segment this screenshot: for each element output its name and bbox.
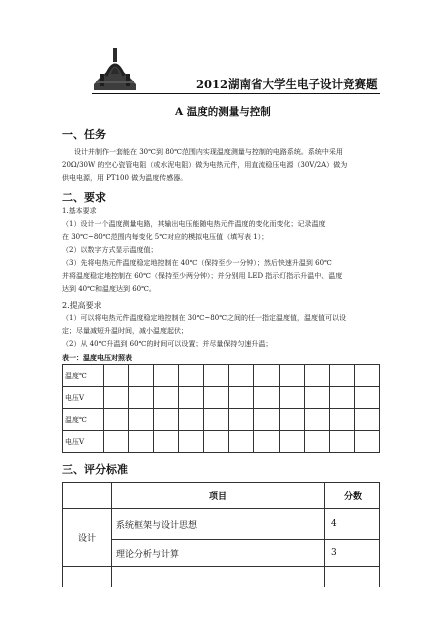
table-cell xyxy=(354,387,379,409)
table-cell xyxy=(304,409,329,431)
problem-title: A 温度的测量与控制 xyxy=(175,106,271,118)
table-cell xyxy=(279,431,304,453)
table-cell xyxy=(129,387,154,409)
basic-requirements-heading: 1.基本要求 xyxy=(62,207,97,215)
table-cell xyxy=(154,431,179,453)
table-cell xyxy=(112,567,325,587)
advanced-requirements-heading: 2.提高要求 xyxy=(62,301,102,310)
table-row-label: 温度℃ xyxy=(63,365,104,387)
table-cell xyxy=(204,431,229,453)
table-cell xyxy=(154,365,179,387)
table-cell xyxy=(325,567,380,587)
table-cell: 3 xyxy=(325,540,380,567)
table-cell: 系统框架与设计思想 xyxy=(112,509,325,540)
table-cell xyxy=(329,409,354,431)
table-row xyxy=(63,387,380,409)
table-cell xyxy=(229,409,254,431)
table-row xyxy=(63,567,380,587)
table-cell xyxy=(229,387,254,409)
advanced-line: （1）可以将电热元件温度稳定地控制在 30℃~80℃之间的任一指定温度值，温度值可以设 xyxy=(62,314,347,322)
advanced-line: （2）从 40℃升温到 60℃的时间可以设置；并尽量保持匀速升温； xyxy=(62,340,273,348)
task-line: 供电电源，用 PT100 做为温度传感器。 xyxy=(62,174,188,182)
table-cell xyxy=(329,431,354,453)
logo-emblem-icon xyxy=(92,44,138,92)
section-scoring-heading: 三、评分标准 xyxy=(62,463,128,476)
table-cell xyxy=(229,365,254,387)
table-cell xyxy=(354,365,379,387)
table1-caption: 表一：温度电压对照表 xyxy=(62,353,132,362)
table-cell xyxy=(179,409,204,431)
table-cell xyxy=(254,365,279,387)
table-row xyxy=(63,509,380,540)
table-cell xyxy=(329,365,354,387)
task-line: 设计并制作一套能在 30℃到 80℃范围内实现温度测量与控制的电路系统。系统中采用 xyxy=(74,148,343,156)
table-group-cell: 设计 xyxy=(63,509,112,567)
table-cell xyxy=(279,409,304,431)
table-cell xyxy=(354,431,379,453)
section-task-heading: 一、任务 xyxy=(62,128,106,141)
table-header-cell: 分数 xyxy=(325,483,380,509)
table-cell: 理论分析与计算 xyxy=(112,540,325,567)
table-cell xyxy=(179,431,204,453)
table-cell xyxy=(63,567,112,587)
table-row-label: 温度℃ xyxy=(63,409,104,431)
header-title: 2012湖南省大学生电子设计竞赛题 xyxy=(196,77,378,91)
basic-line: 并将温度稳定地控制在 60℃（保持至少两分钟）；并分别用 LED 指示灯指示升温中、温度 xyxy=(62,272,343,280)
table-cell xyxy=(129,409,154,431)
basic-line: （1）设计一个温度测量电路，其输出电压能随电热元件温度的变化而变化；记录温度 xyxy=(62,220,326,228)
table-cell xyxy=(129,365,154,387)
temperature-voltage-table xyxy=(62,364,380,453)
table-cell xyxy=(129,431,154,453)
table-cell xyxy=(179,365,204,387)
table-cell xyxy=(254,387,279,409)
table-cell xyxy=(229,431,254,453)
table-cell xyxy=(104,409,129,431)
header-divider xyxy=(92,93,380,94)
basic-line: 达到 40℃和温度达到 60℃。 xyxy=(62,285,156,293)
table-row xyxy=(63,365,380,387)
section-requirements-heading: 二、要求 xyxy=(62,191,106,204)
table-cell xyxy=(304,365,329,387)
competition-logo xyxy=(92,44,138,92)
table-header-cell: 项目 xyxy=(112,483,325,509)
basic-line: （2）以数字方式显示温度值； xyxy=(62,246,158,254)
table-row xyxy=(63,409,380,431)
table-row xyxy=(63,431,380,453)
task-line: 20Ω/30W 的空心瓷管电阻（或水泥电阻）做为电热元件，用直流稳压电源（30V/2A）做为 xyxy=(62,161,348,169)
table-cell xyxy=(104,387,129,409)
table-row-label: 电压V xyxy=(63,431,104,453)
table-header-cell xyxy=(63,483,112,509)
table-cell xyxy=(104,431,129,453)
table-row-label: 电压V xyxy=(63,387,104,409)
table-cell xyxy=(104,365,129,387)
table-cell xyxy=(254,409,279,431)
table-cell xyxy=(354,409,379,431)
table-cell xyxy=(204,409,229,431)
scoring-table xyxy=(62,482,380,587)
basic-line: 在 30℃~80℃范围内每变化 5℃对应的模拟电压值（填写表 1）； xyxy=(62,233,269,241)
table-cell xyxy=(279,365,304,387)
table-cell xyxy=(304,431,329,453)
table-cell xyxy=(204,387,229,409)
table-header-row xyxy=(63,483,380,509)
advanced-line: 定；尽量减短升温时间，减小温度起伏； xyxy=(62,327,188,335)
table-cell xyxy=(254,431,279,453)
table-cell xyxy=(279,387,304,409)
table-cell xyxy=(154,409,179,431)
table-cell xyxy=(154,387,179,409)
basic-line: （3）先将电热元件温度稳定地控制在 40℃（保持至少一分钟）；然后快速升温到 60℃ xyxy=(62,259,332,267)
table-cell xyxy=(329,387,354,409)
table-cell xyxy=(304,387,329,409)
table-cell xyxy=(204,365,229,387)
table-cell xyxy=(179,387,204,409)
table-cell: 4 xyxy=(325,509,380,540)
